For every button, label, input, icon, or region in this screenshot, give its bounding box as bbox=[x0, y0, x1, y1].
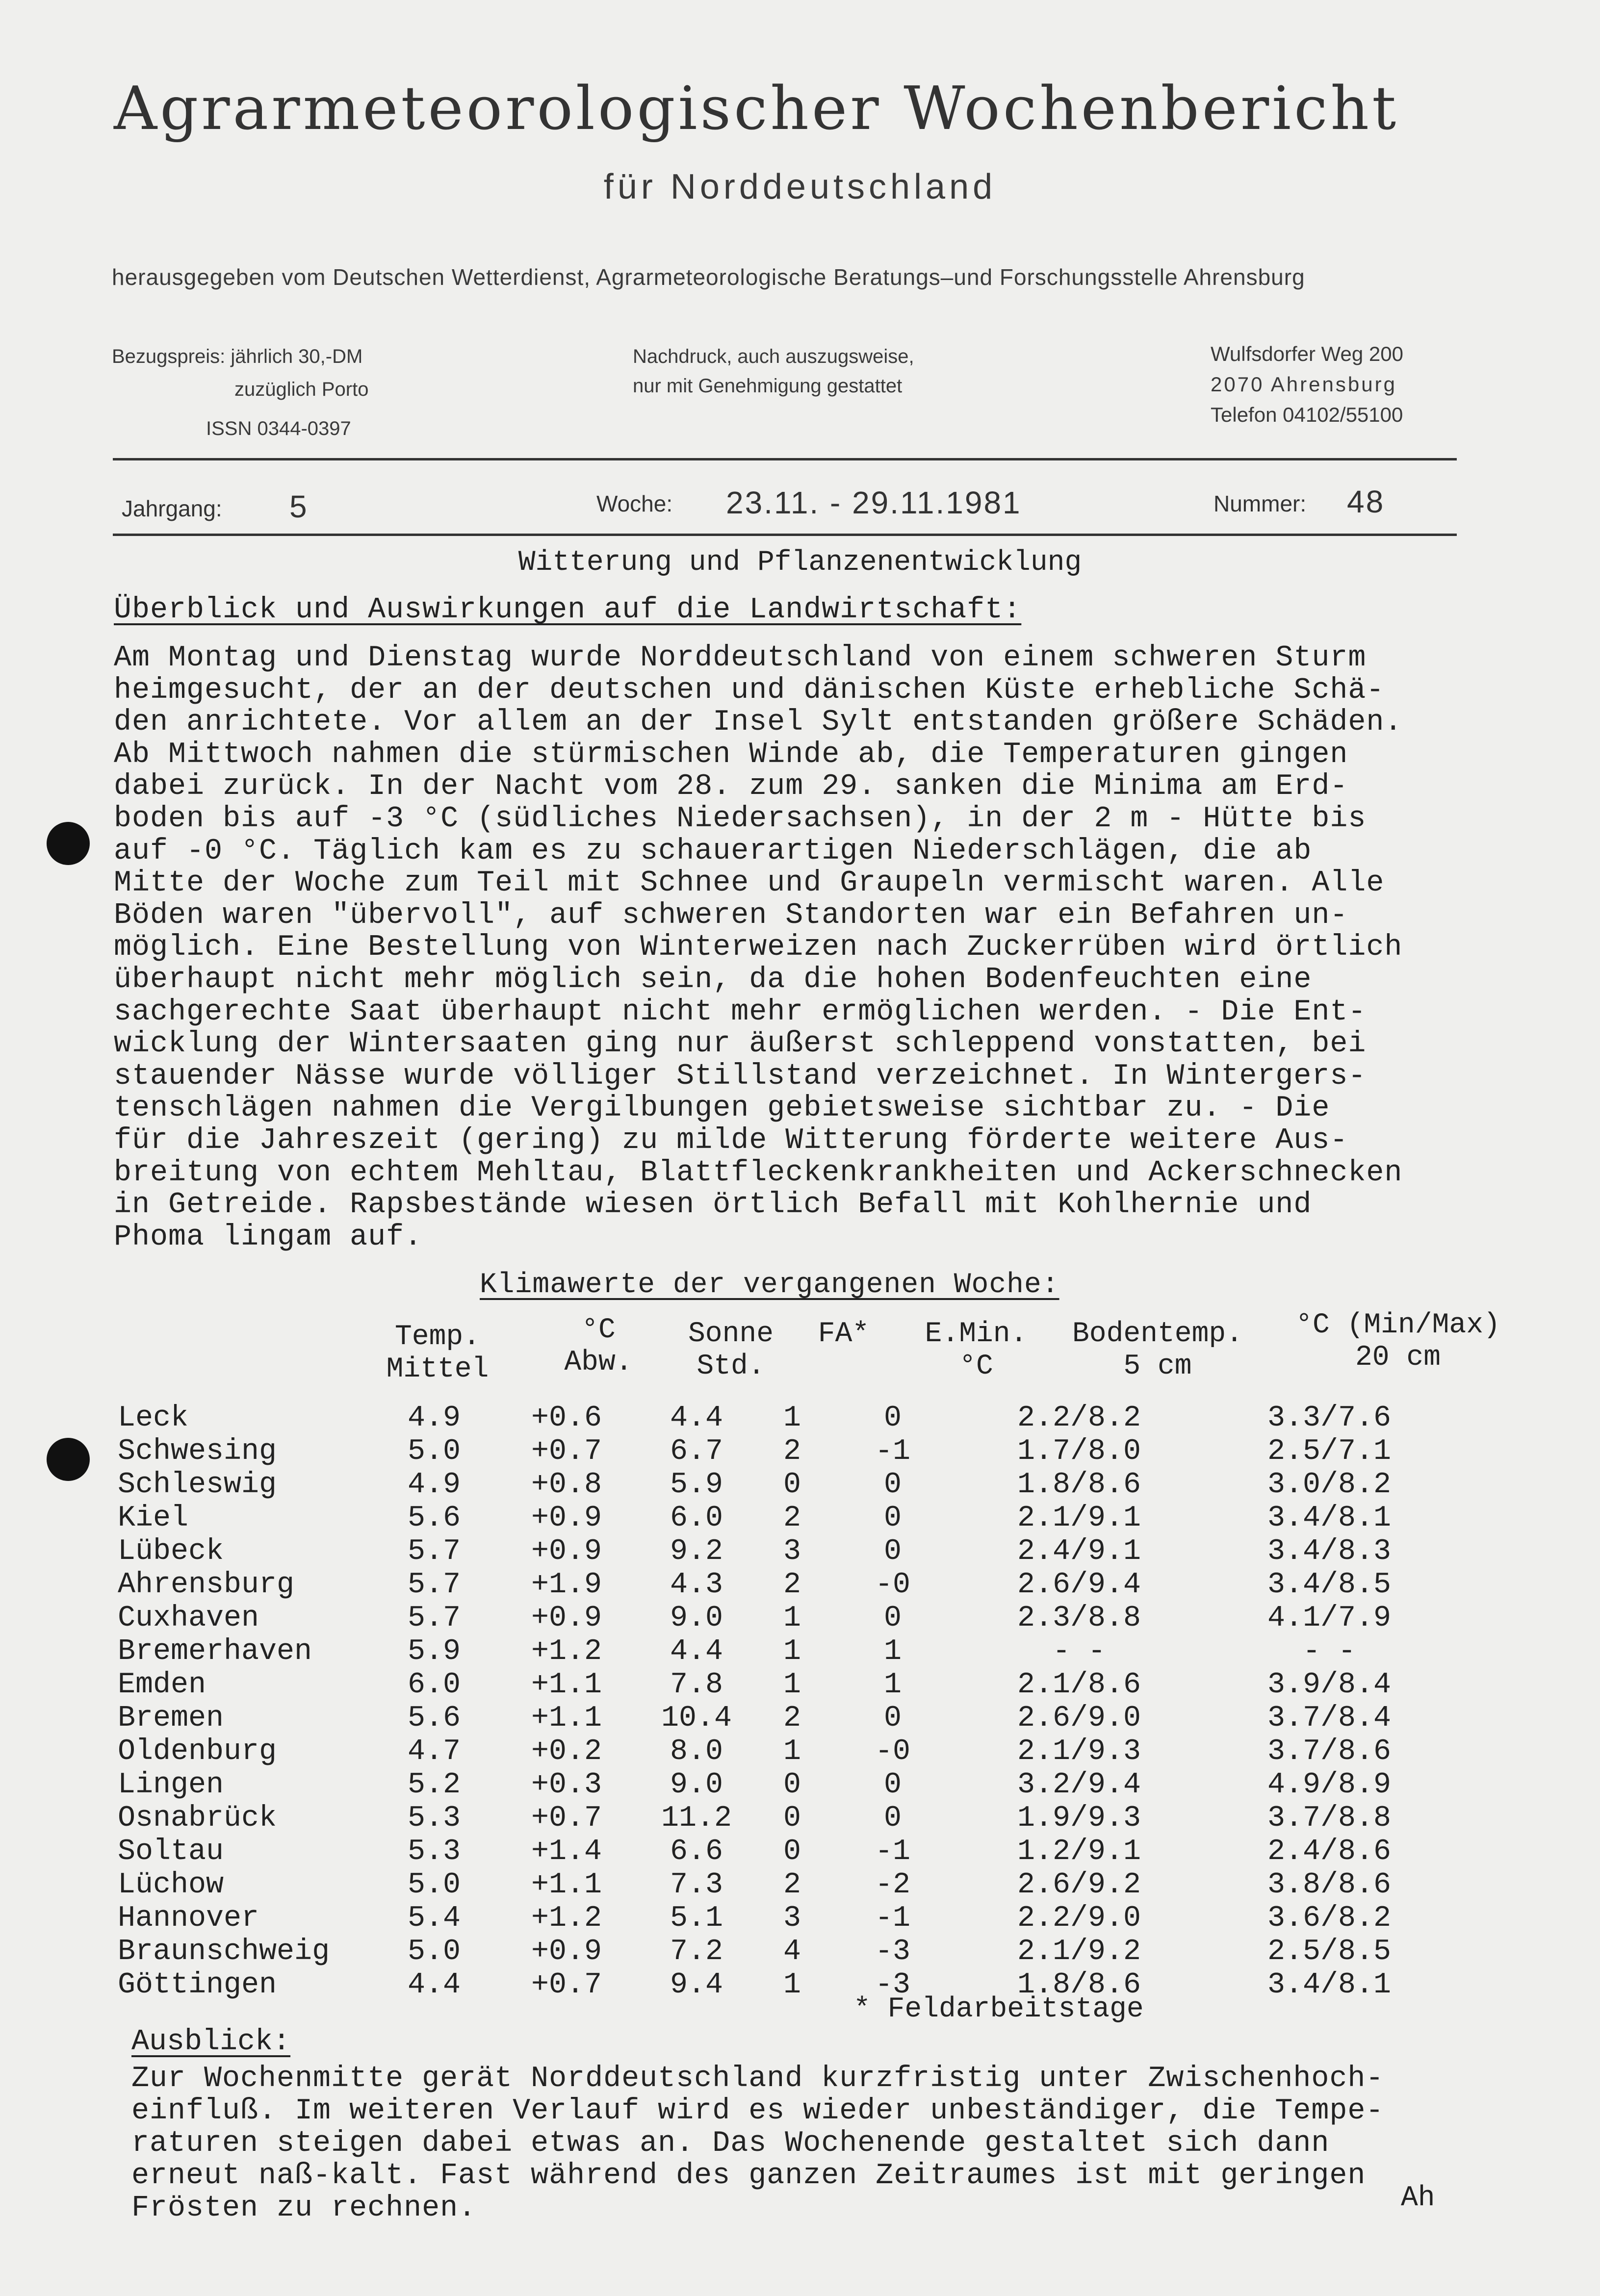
address-line-3: Telefon 04102/55100 bbox=[1211, 403, 1403, 426]
cell-b20: 3.6/8.2 bbox=[1267, 1902, 1392, 1935]
cell-station: Osnabrück bbox=[118, 1802, 277, 1835]
cell-b5: 2.1/8.6 bbox=[1017, 1668, 1141, 1702]
cell-station: Göttingen bbox=[118, 1968, 277, 2002]
cell-station: Soltau bbox=[118, 1835, 224, 1868]
cell-b5: 3.2/9.4 bbox=[1017, 1768, 1141, 1802]
cell-temp: 4.4 bbox=[407, 1968, 461, 2002]
overview-heading: Überblick und Auswirkungen auf die Landwirtschaft: bbox=[114, 593, 1022, 627]
cell-fa: 1 bbox=[783, 1402, 801, 1435]
cell-temp: 5.0 bbox=[407, 1935, 461, 1968]
cell-b20: 3.4/8.1 bbox=[1267, 1968, 1392, 2002]
cell-b20: 4.9/8.9 bbox=[1267, 1768, 1392, 1802]
cell-fa: 1 bbox=[783, 1735, 801, 1768]
cell-b5: 1.9/9.3 bbox=[1017, 1802, 1141, 1835]
table-row bbox=[118, 1568, 1457, 1602]
outlook-line: einfluß. Im weiteren Verlauf wird es wieder unbeständiger, die Tempe- bbox=[131, 2094, 1384, 2128]
outlook-paragraph bbox=[131, 2063, 1384, 2224]
overview-paragraph bbox=[114, 642, 1402, 1253]
cell-abw: +1.1 bbox=[531, 1702, 602, 1735]
cell-emin: -3 bbox=[875, 1935, 910, 1968]
cell-sonne: 9.0 bbox=[670, 1768, 723, 1802]
cell-temp: 5.6 bbox=[407, 1502, 461, 1535]
header-sonne bbox=[677, 1318, 785, 1383]
cell-temp: 5.9 bbox=[407, 1635, 461, 1668]
overview-line: möglich. Eine Bestellung von Winterweizen nach Zuckerrüben wird örtlich bbox=[114, 931, 1403, 965]
cell-emin: 0 bbox=[883, 1535, 902, 1568]
cell-sonne: 9.2 bbox=[670, 1535, 723, 1568]
header-emin-line2: °C bbox=[959, 1351, 993, 1382]
table-row bbox=[118, 1835, 1457, 1868]
cell-sonne: 7.8 bbox=[670, 1668, 723, 1702]
cell-temp: 5.6 bbox=[407, 1702, 461, 1735]
overview-line: stauender Nässe wurde völliger Stillstand verzeichnet. In Wintergers- bbox=[114, 1059, 1367, 1093]
table-row bbox=[118, 1635, 1457, 1668]
header-sonne-line1: Sonne bbox=[688, 1318, 774, 1350]
table-row bbox=[118, 1502, 1457, 1535]
cell-emin: -2 bbox=[875, 1868, 910, 1902]
overview-line: breitung von echtem Mehltau, Blattfleckenkrankheiten und Ackerschnecken bbox=[114, 1156, 1403, 1190]
cell-station: Cuxhaven bbox=[118, 1602, 259, 1635]
cell-b20: 3.7/8.6 bbox=[1267, 1735, 1392, 1768]
jahrgang-label: Jahrgang: bbox=[122, 496, 222, 521]
cell-emin: -3 bbox=[875, 1968, 910, 2002]
cell-station: Oldenburg bbox=[118, 1735, 277, 1768]
cell-b20: - - bbox=[1302, 1635, 1356, 1668]
outlook-line: erneut naß-kalt. Fast während des ganzen Zeitraumes ist mit geringen bbox=[131, 2159, 1366, 2193]
cell-emin: -1 bbox=[875, 1835, 910, 1868]
cell-emin: -1 bbox=[875, 1435, 910, 1468]
cell-sonne: 6.0 bbox=[670, 1502, 723, 1535]
overview-line: dabei zurück. In der Nacht vom 28. zum 29. sanken die Minima am Erd- bbox=[114, 770, 1348, 804]
cell-abw: +0.3 bbox=[531, 1768, 602, 1802]
cell-station: Emden bbox=[118, 1668, 206, 1702]
header-minmax-line1: °C (Min/Max) bbox=[1295, 1309, 1500, 1341]
table-row bbox=[118, 1968, 1457, 2002]
header-sonne-line2: Std. bbox=[697, 1351, 765, 1382]
header-temp-line2: Mittel bbox=[386, 1353, 489, 1385]
header-boden-line2: 5 cm bbox=[1123, 1351, 1192, 1382]
cell-emin: 0 bbox=[883, 1602, 902, 1635]
cell-abw: +0.7 bbox=[531, 1435, 602, 1468]
header-minmax bbox=[1275, 1309, 1521, 1374]
cell-temp: 5.4 bbox=[407, 1902, 461, 1935]
nummer-label: Nummer: bbox=[1213, 491, 1307, 516]
cell-station: Lingen bbox=[118, 1768, 224, 1802]
cell-b20: 3.4/8.5 bbox=[1267, 1568, 1392, 1602]
section-title: Witterung und Pflanzenentwicklung bbox=[518, 547, 1082, 579]
punch-hole-top bbox=[47, 822, 90, 865]
issn: ISSN 0344-0397 bbox=[206, 418, 351, 439]
cell-station: Lüchow bbox=[118, 1868, 224, 1902]
cell-b5: 2.2/9.0 bbox=[1017, 1902, 1141, 1935]
address-line-1: Wulfsdorfer Weg 200 bbox=[1211, 342, 1403, 365]
header-temp bbox=[379, 1321, 496, 1386]
publisher-line: herausgegeben vom Deutschen Wetterdienst, Agrarmeteorologische Beratungs–und Forschungsstelle Ahrensburg bbox=[112, 264, 1305, 290]
cell-temp: 6.0 bbox=[407, 1668, 461, 1702]
cell-b5: 2.4/9.1 bbox=[1017, 1535, 1141, 1568]
table-row bbox=[118, 1868, 1457, 1902]
header-temp-line1: Temp. bbox=[394, 1321, 481, 1353]
cell-emin: 0 bbox=[883, 1402, 902, 1435]
price-line-1: Bezugspreis: jährlich 30,-DM bbox=[112, 346, 363, 367]
cell-fa: 3 bbox=[783, 1902, 801, 1935]
cell-abw: +1.4 bbox=[531, 1835, 602, 1868]
cell-b5: 2.6/9.2 bbox=[1017, 1868, 1141, 1902]
overview-line: Ab Mittwoch nahmen die stürmischen Winde ab, die Temperaturen gingen bbox=[114, 738, 1348, 771]
cell-emin: 0 bbox=[883, 1502, 902, 1535]
cell-b20: 3.0/8.2 bbox=[1267, 1468, 1392, 1502]
cell-temp: 5.7 bbox=[407, 1568, 461, 1602]
cell-station: Braunschweig bbox=[118, 1935, 330, 1968]
cell-temp: 4.9 bbox=[407, 1402, 461, 1435]
header-abw-line2: Abw. bbox=[564, 1347, 633, 1378]
cell-b20: 3.3/7.6 bbox=[1267, 1402, 1392, 1435]
cell-fa: 0 bbox=[783, 1768, 801, 1802]
cell-fa: 1 bbox=[783, 1968, 801, 2002]
climate-table bbox=[118, 1402, 1457, 2002]
cell-b5: 2.1/9.2 bbox=[1017, 1935, 1141, 1968]
cell-abw: +1.2 bbox=[531, 1902, 602, 1935]
price-line-2: zuzüglich Porto bbox=[234, 379, 369, 400]
cell-temp: 5.0 bbox=[407, 1868, 461, 1902]
cell-emin: 0 bbox=[883, 1768, 902, 1802]
table-row bbox=[118, 1468, 1457, 1502]
cell-fa: 4 bbox=[783, 1935, 801, 1968]
cell-station: Lübeck bbox=[118, 1535, 224, 1568]
cell-b20: 3.4/8.1 bbox=[1267, 1502, 1392, 1535]
overview-line: Am Montag und Dienstag wurde Norddeutschland von einem schweren Sturm bbox=[114, 641, 1367, 675]
table-row bbox=[118, 1402, 1457, 1435]
outlook-line: Zur Wochenmitte gerät Norddeutschland kurzfristig unter Zwischenhoch- bbox=[131, 2062, 1384, 2095]
table-row bbox=[118, 1768, 1457, 1802]
cell-station: Bremen bbox=[118, 1702, 224, 1735]
table-row bbox=[118, 1735, 1457, 1768]
cell-temp: 5.0 bbox=[407, 1435, 461, 1468]
cell-sonne: 6.6 bbox=[670, 1835, 723, 1868]
cell-b20: 3.4/8.3 bbox=[1267, 1535, 1392, 1568]
cell-station: Bremerhaven bbox=[118, 1635, 312, 1668]
cell-b20: 2.5/7.1 bbox=[1267, 1435, 1392, 1468]
cell-abw: +0.8 bbox=[531, 1468, 602, 1502]
cell-temp: 5.7 bbox=[407, 1535, 461, 1568]
cell-b20: 3.7/8.8 bbox=[1267, 1802, 1392, 1835]
cell-emin: 1 bbox=[883, 1668, 902, 1702]
cell-b20: 3.7/8.4 bbox=[1267, 1702, 1392, 1735]
cell-sonne: 9.4 bbox=[670, 1968, 723, 2002]
overview-line: tenschlägen nahmen die Vergilbungen gebietsweise sichtbar zu. - Die bbox=[114, 1092, 1330, 1125]
overview-line: boden bis auf -3 °C (südliches Niedersachsen), in der 2 m - Hütte bis bbox=[114, 802, 1367, 836]
cell-emin: 0 bbox=[883, 1468, 902, 1502]
cell-abw: +1.9 bbox=[531, 1568, 602, 1602]
table-row bbox=[118, 1802, 1457, 1835]
cell-sonne: 7.3 bbox=[670, 1868, 723, 1902]
cell-b5: 1.7/8.0 bbox=[1017, 1435, 1141, 1468]
table-footnote: * Feldarbeitstage bbox=[853, 1993, 1144, 2025]
cell-sonne: 7.2 bbox=[670, 1935, 723, 1968]
cell-emin: 1 bbox=[883, 1635, 902, 1668]
cell-temp: 5.3 bbox=[407, 1802, 461, 1835]
cell-sonne: 6.7 bbox=[670, 1435, 723, 1468]
cell-fa: 3 bbox=[783, 1535, 801, 1568]
cell-sonne: 4.4 bbox=[670, 1635, 723, 1668]
cell-b5: 2.1/9.3 bbox=[1017, 1735, 1141, 1768]
cell-fa: 2 bbox=[783, 1702, 801, 1735]
cell-station: Schwesing bbox=[118, 1435, 277, 1468]
cell-b5: 1.8/8.6 bbox=[1017, 1968, 1141, 2002]
cell-b5: 2.2/8.2 bbox=[1017, 1402, 1141, 1435]
table-row bbox=[118, 1935, 1457, 1968]
cell-station: Leck bbox=[118, 1402, 189, 1435]
cell-station: Kiel bbox=[118, 1502, 189, 1535]
header-emin bbox=[912, 1318, 1040, 1383]
header-abw bbox=[549, 1314, 647, 1379]
header-abw-line1: °C bbox=[581, 1314, 616, 1346]
woche-label: Woche: bbox=[596, 491, 673, 516]
cell-sonne: 4.4 bbox=[670, 1402, 723, 1435]
header-boden bbox=[1055, 1318, 1261, 1383]
cell-emin: -0 bbox=[875, 1568, 910, 1602]
cell-abw: +0.9 bbox=[531, 1502, 602, 1535]
cell-abw: +0.9 bbox=[531, 1535, 602, 1568]
cell-emin: -0 bbox=[875, 1735, 910, 1768]
cell-sonne: 5.1 bbox=[670, 1902, 723, 1935]
rule-bottom bbox=[113, 534, 1457, 536]
table-row bbox=[118, 1602, 1457, 1635]
outlook-heading: Ausblick: bbox=[131, 2025, 291, 2059]
cell-b20: 4.1/7.9 bbox=[1267, 1602, 1392, 1635]
table-row bbox=[118, 1435, 1457, 1468]
table-row bbox=[118, 1902, 1457, 1935]
overview-line: Böden waren "übervoll", auf schweren Standorten war ein Befahren un- bbox=[114, 898, 1348, 932]
cell-temp: 5.7 bbox=[407, 1602, 461, 1635]
overview-line: Mitte der Woche zum Teil mit Schnee und Graupeln vermischt waren. Alle bbox=[114, 867, 1385, 900]
cell-abw: +1.1 bbox=[531, 1668, 602, 1702]
cell-abw: +0.7 bbox=[531, 1802, 602, 1835]
overview-line: Phoma lingam auf. bbox=[114, 1220, 423, 1254]
cell-abw: +0.6 bbox=[531, 1402, 602, 1435]
table-row bbox=[118, 1702, 1457, 1735]
cell-abw: +1.1 bbox=[531, 1868, 602, 1902]
cell-abw: +0.7 bbox=[531, 1968, 602, 2002]
cell-fa: 1 bbox=[783, 1668, 801, 1702]
overview-line: für die Jahreszeit (gering) zu milde Witterung förderte weitere Aus- bbox=[114, 1123, 1348, 1157]
nummer-value: 48 bbox=[1347, 484, 1385, 519]
cell-emin: 0 bbox=[883, 1702, 902, 1735]
overview-line: den anrichtete. Vor allem an der Insel Sylt entstanden größere Schäden. bbox=[114, 706, 1403, 740]
cell-b5: 2.3/8.8 bbox=[1017, 1602, 1141, 1635]
cell-sonne: 5.9 bbox=[670, 1468, 723, 1502]
cell-temp: 5.3 bbox=[407, 1835, 461, 1868]
cell-temp: 5.2 bbox=[407, 1768, 461, 1802]
cell-fa: 2 bbox=[783, 1502, 801, 1535]
cell-abw: +0.9 bbox=[531, 1602, 602, 1635]
cell-sonne: 4.3 bbox=[670, 1568, 723, 1602]
reprint-line-1: Nachdruck, auch auszugsweise, bbox=[633, 346, 914, 367]
cell-sonne: 10.4 bbox=[661, 1702, 732, 1735]
table-title: Klimawerte der vergangenen Woche: bbox=[480, 1269, 1059, 1301]
cell-station: Hannover bbox=[118, 1902, 259, 1935]
cell-fa: 2 bbox=[783, 1435, 801, 1468]
cell-station: Schleswig bbox=[118, 1468, 277, 1502]
cell-sonne: 9.0 bbox=[670, 1602, 723, 1635]
overview-line: überhaupt nicht mehr möglich sein, da die hohen Bodenfeuchten eine bbox=[114, 963, 1312, 996]
reprint-line-2: nur mit Genehmigung gestattet bbox=[633, 375, 903, 397]
cell-b20: 3.8/8.6 bbox=[1267, 1868, 1392, 1902]
cell-b20: 3.9/8.4 bbox=[1267, 1668, 1392, 1702]
outlook-line: Frösten zu rechnen. bbox=[131, 2192, 477, 2225]
cell-fa: 1 bbox=[783, 1602, 801, 1635]
header-fa: FA* bbox=[818, 1318, 870, 1350]
cell-b5: 1.2/9.1 bbox=[1017, 1835, 1141, 1868]
cell-fa: 2 bbox=[783, 1868, 801, 1902]
cell-emin: 0 bbox=[883, 1802, 902, 1835]
overview-line: sachgerechte Saat überhaupt nicht mehr ermöglichen werden. - Die Ent- bbox=[114, 995, 1367, 1029]
cell-b5: - - bbox=[1052, 1635, 1106, 1668]
overview-line: auf -0 °C. Täglich kam es zu schauerartigen Niederschlägen, die ab bbox=[114, 834, 1312, 868]
cell-b5: 1.8/8.6 bbox=[1017, 1468, 1141, 1502]
cell-station: Ahrensburg bbox=[118, 1568, 295, 1602]
author-initials: Ah bbox=[1401, 2182, 1435, 2214]
cell-fa: 2 bbox=[783, 1568, 801, 1602]
header-emin-line1: E.Min. bbox=[925, 1318, 1028, 1350]
cell-b5: 2.1/9.1 bbox=[1017, 1502, 1141, 1535]
cell-temp: 4.9 bbox=[407, 1468, 461, 1502]
punch-hole-bottom bbox=[47, 1438, 90, 1481]
cell-abw: +0.2 bbox=[531, 1735, 602, 1768]
table-row bbox=[118, 1535, 1457, 1568]
cell-b20: 2.5/8.5 bbox=[1267, 1935, 1392, 1968]
page-subtitle: für Norddeutschland bbox=[603, 167, 997, 206]
address-line-2: 2070 Ahrensburg bbox=[1211, 373, 1397, 396]
cell-temp: 4.7 bbox=[407, 1735, 461, 1768]
overview-line: wicklung der Wintersaaten ging nur äußerst schleppend vonstatten, bei bbox=[114, 1027, 1367, 1061]
cell-fa: 1 bbox=[783, 1635, 801, 1668]
header-boden-line1: Bodentemp. bbox=[1072, 1318, 1243, 1350]
page-title: Agrarmeteorologischer Wochenbericht bbox=[114, 74, 1399, 143]
jahrgang-value: 5 bbox=[289, 489, 309, 524]
outlook-line: raturen steigen dabei etwas an. Das Wochenende gestaltet sich dann bbox=[131, 2127, 1330, 2160]
cell-fa: 0 bbox=[783, 1468, 801, 1502]
overview-line: heimgesucht, der an der deutschen und dänischen Küste erhebliche Schä- bbox=[114, 673, 1385, 707]
rule-top bbox=[113, 458, 1457, 460]
cell-abw: +0.9 bbox=[531, 1935, 602, 1968]
cell-abw: +1.2 bbox=[531, 1635, 602, 1668]
cell-emin: -1 bbox=[875, 1902, 910, 1935]
cell-b20: 2.4/8.6 bbox=[1267, 1835, 1392, 1868]
table-row bbox=[118, 1668, 1457, 1702]
cell-b5: 2.6/9.0 bbox=[1017, 1702, 1141, 1735]
cell-b5: 2.6/9.4 bbox=[1017, 1568, 1141, 1602]
cell-sonne: 8.0 bbox=[670, 1735, 723, 1768]
cell-sonne: 11.2 bbox=[661, 1802, 732, 1835]
cell-fa: 0 bbox=[783, 1835, 801, 1868]
overview-line: in Getreide. Rapsbestände wiesen örtlich Befall mit Kohlhernie und bbox=[114, 1188, 1312, 1222]
header-minmax-line2: 20 cm bbox=[1355, 1342, 1441, 1374]
climate-table-body bbox=[118, 1402, 1457, 2002]
cell-fa: 0 bbox=[783, 1802, 801, 1835]
woche-value: 23.11. - 29.11.1981 bbox=[726, 485, 1022, 520]
